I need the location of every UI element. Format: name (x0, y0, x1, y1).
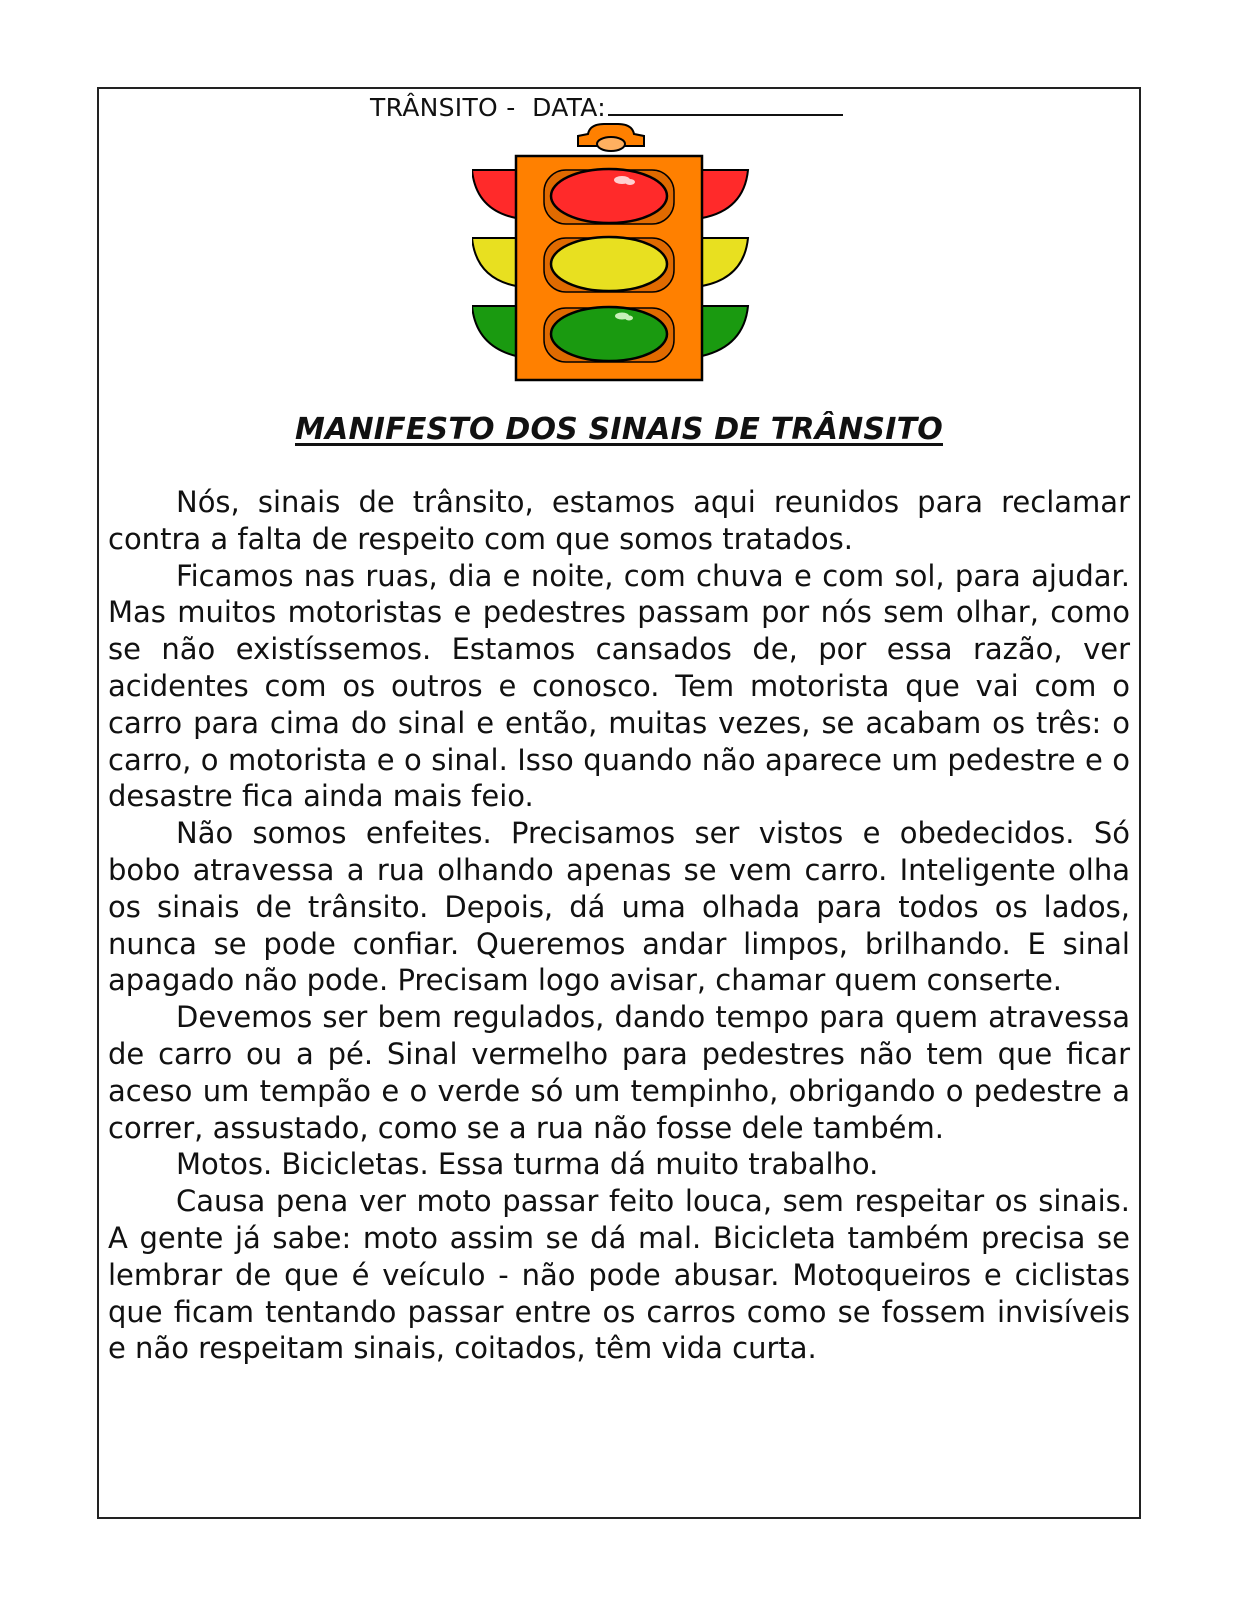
date-blank-line (608, 92, 843, 116)
manifesto-body (108, 484, 1130, 1367)
paragraph: Causa pena ver moto passar feito louca, sem respeitar os sinais. A gente já sabe: moto assim se dá mal. Bicicleta também precisa se lembrar de que é veículo - não pode abusar. Motoqueiros e ciclistas que ficam tentando passar entre os carros como se fossem invisíveis e não respeitam sinais, coitados, têm vida curta. (108, 1184, 1130, 1366)
paragraph: Ficamos nas ruas, dia e noite, com chuva e com sol, para ajudar. Mas muitos motoristas e pedestres passam por nós sem olhar, como se não existíssemos. Estamos cansados de, por essa razão, ver acidentes com os outros e conosco. Tem motorista que vai com o carro para cima do sinal e então, muitas vezes, se acabam os três: o carro, o motorista e o sinal. Isso quando não aparece um pedestre e o desastre fica ainda mais feio. (108, 558, 1130, 814)
paragraph: Não somos enfeites. Precisamos ser vistos e obedecidos. Só bobo atravessa a rua olhando apenas se vem carro. Inteligente olha os sinais de trânsito. Depois, dá uma olhada para todos os lados, nunca se pode confiar. Queremos andar limpos, brilhando. E sinal apagado não pode. Precisam logo avisar, chamar quem conserte. (108, 816, 1130, 998)
traffic-light-top-cap (578, 124, 644, 151)
traffic-light-icon (472, 118, 768, 386)
paragraph: Devemos ser bem regulados, dando tempo para quem atravessa de carro ou a pé. Sinal vermelho para pedestres não tem que ficar aceso um tempão e o verde só um tempinho, obrigando o pedestre a correr, assustado, como se a rua não fosse dele também. (108, 1000, 1130, 1145)
yellow-light (551, 237, 667, 291)
header-label: TRÂNSITO - DATA: (370, 93, 606, 122)
paragraph: Nós, sinais de trânsito, estamos aqui reunidos para reclamar contra a falta de respeito com que somos tratados. (108, 485, 1130, 556)
green-light (551, 307, 667, 361)
paragraph: Motos. Bicicletas. Essa turma dá muito trabalho. (176, 1147, 879, 1182)
red-light (551, 169, 667, 223)
document-title: MANIFESTO DOS SINAIS DE TRÂNSITO (295, 412, 943, 447)
